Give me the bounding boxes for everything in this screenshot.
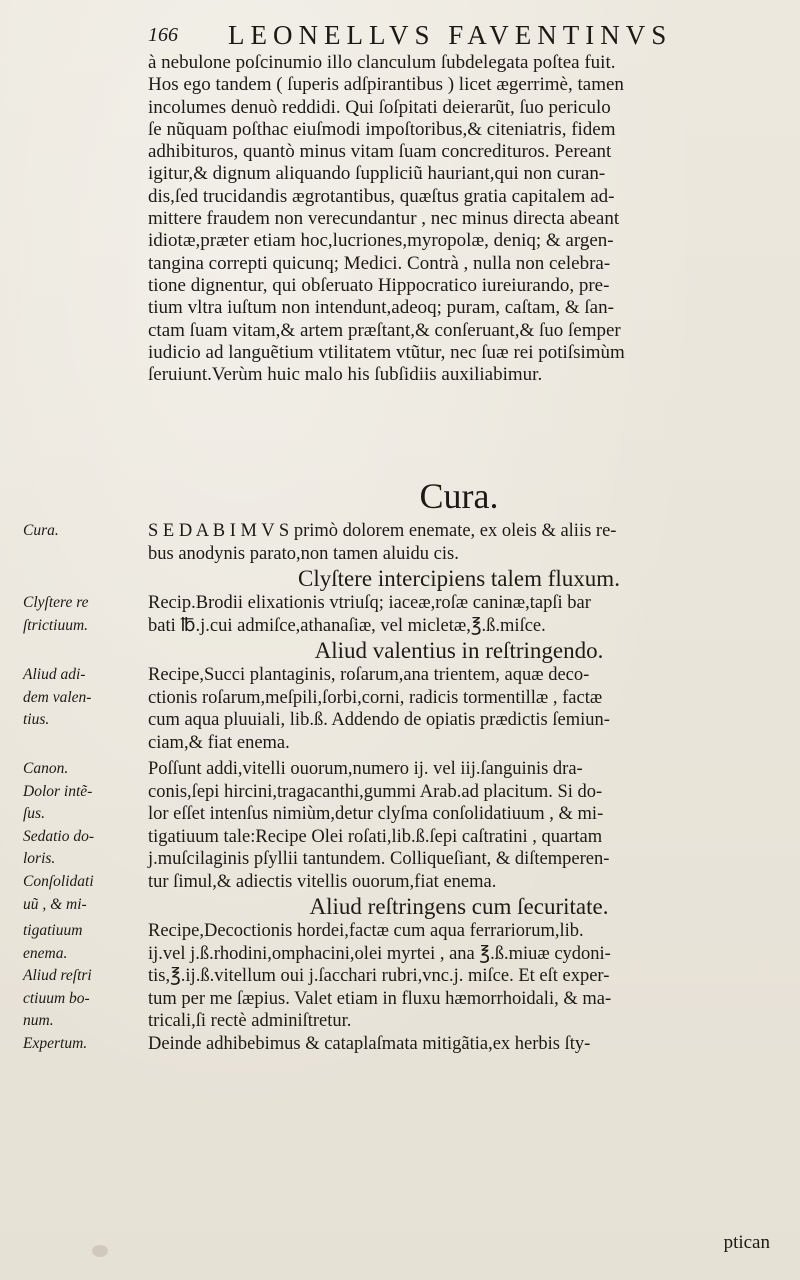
text-line: iudicio ad languẽtium vtilitatem vtũtur, nec ſuæ rei potiſsimùm xyxy=(148,341,625,363)
margin-note: tius. xyxy=(23,711,50,729)
subheading-aliud: Aliud valentius in reſtringendo. xyxy=(314,638,604,663)
text-line: lor eſſet intenſus nimiùm,detur clyſma conſolidatiuum , & mi- xyxy=(148,804,604,825)
text-line: Deinde adhibebimus & cataplaſmata mitigãtia,ex herbis ſty- xyxy=(148,1033,591,1054)
margin-note: tigatiuum xyxy=(23,922,83,939)
text-line: ij.vel j.ß.rhodini,omphacini,olei myrtei , ana ℥.ß.miuæ cydoni- xyxy=(148,943,611,964)
text-line: Recipe,Decoctionis hordei,factæ cum aqua ferrariorum,lib. xyxy=(148,921,584,941)
text-line: tangina correpti quicunq; Medici. Contrà , nulla non celebra- xyxy=(148,252,611,274)
paper-stain xyxy=(92,1245,108,1257)
margin-note: Cura. xyxy=(23,522,59,539)
margin-note: ſus. xyxy=(23,805,45,823)
text-line: tur ſimul,& adiectis vitellis ouorum,fiat enema. xyxy=(148,871,497,892)
text-row xyxy=(0,758,800,781)
margin-note: Clyſtere re xyxy=(23,594,89,611)
catchword: ptican xyxy=(723,1232,770,1253)
text-row xyxy=(0,988,800,1011)
text-row xyxy=(0,965,800,988)
text-row xyxy=(0,894,800,920)
margin-note: Sedatio do- xyxy=(23,827,95,845)
section-title: Cura. xyxy=(419,476,499,516)
text-line: Poſſunt addi,vitelli ouorum,numero ij. vel iij.ſanguinis dra- xyxy=(148,759,583,779)
text-line: ciam,& fiat enema. xyxy=(148,732,290,753)
text-line: S E D A B I M V S primò dolorem enemate, ex oleis & aliis re- xyxy=(148,521,617,541)
margin-note: dem valen- xyxy=(23,688,92,706)
subheading-clyster: Clyſtere intercipiens talem fluxum. xyxy=(298,566,620,591)
text-line: cum aqua pluuiali, lib.ß. Addendo de opiatis prædictis ſemiun- xyxy=(148,710,610,731)
margin-note: ſtrictiuum. xyxy=(23,616,89,634)
text-line: adhibituros, quantò minus vitam ſuam concredituros. Pereant xyxy=(148,141,612,163)
text-line: tione dignentur, qui obſeruato Hippocratico iureiurando, pre- xyxy=(148,274,610,296)
margin-note: Canon. xyxy=(23,760,69,777)
clyster-block xyxy=(0,592,800,637)
text-row xyxy=(0,871,800,894)
text-line: tium vltra iuſtum non intendunt,adeoq; puram, caſtam, & ſan- xyxy=(148,297,614,319)
text-row xyxy=(0,920,800,943)
text-line: tigatiuum tale:Recipe Olei roſati,lib.ß.ſepi caſtratini , quartam xyxy=(148,826,603,847)
text-line: à nebulone poſcinumio illo clanculum ſubdelegata poſtea fuit. xyxy=(148,52,616,73)
text-row xyxy=(0,826,800,849)
text-row xyxy=(0,943,800,966)
page-header xyxy=(148,20,768,50)
page-number: 166 xyxy=(148,24,178,46)
margin-note: Expertum. xyxy=(23,1034,88,1052)
text-line: tricali,ſi rectè adminiſtretur. xyxy=(148,1011,352,1032)
aliud-block xyxy=(0,664,800,754)
subheading-reſtringens: Aliud reſtringens cum ſecuritate. xyxy=(309,893,609,919)
running-head: LEONELLVS FAVENTINVS xyxy=(228,20,673,50)
text-line: ctionis roſarum,meſpili,ſorbi,corni, radicis tormentillæ , factæ xyxy=(148,687,603,708)
text-row xyxy=(0,543,800,566)
text-line: ſe nũquam poſthac eiuſmodi impoſtoribus,& citeniatris, fidem xyxy=(148,118,616,140)
text-row xyxy=(0,664,800,687)
final-block xyxy=(0,920,800,1056)
margin-note: ctiuum bo- xyxy=(23,989,90,1007)
intro-paragraph xyxy=(148,52,770,386)
text-line: dis,ſed trucidandis ægrotantibus, quæſtus gratia capitalem ad- xyxy=(148,185,615,207)
text-row xyxy=(0,781,800,804)
text-line: tum per me ſæpius. Valet etiam in fluxu hæmorrhoidali, & ma- xyxy=(148,988,612,1009)
text-line: mittere fraudem non verecundantur , nec minus directa abeant xyxy=(148,208,620,230)
text-row xyxy=(0,803,800,826)
text-line: igitur,& dignum aliquando ſuppliciũ hauriant,qui non curan- xyxy=(148,163,606,185)
margin-note: Aliud reſtri xyxy=(23,967,92,985)
text-line: Recipe,Succi plantaginis, roſarum,ana trientem, aquæ deco- xyxy=(148,665,590,685)
margin-note: Aliud adi- xyxy=(23,666,86,683)
text-line: Hos ego tandem ( ſuperis adſpirantibus ) licet ægerrimè, tamen xyxy=(148,74,624,96)
margin-note: num. xyxy=(23,1012,54,1030)
text-line: bati ℔.j.cui admiſce,athanaſiæ, vel micletæ,℥.ß.miſce. xyxy=(148,615,546,636)
text-row xyxy=(0,732,800,755)
text-row xyxy=(0,709,800,732)
margin-note: enema. xyxy=(23,944,68,962)
text-row xyxy=(0,687,800,710)
text-row xyxy=(0,592,800,615)
text-row xyxy=(0,615,800,638)
text-line: j.muſcilaginis pſyllii tantundem. Colliqueſiant, & diſtemperen- xyxy=(148,849,610,870)
text-line: conis,ſepi hircini,tragacanthi,gummi Arab.ad placitum. Si do- xyxy=(148,781,603,802)
text-line: ctam ſuam vitam,& artem præſtant,& conſeruant,& ſuo ſemper xyxy=(148,319,621,341)
text-row xyxy=(0,1033,800,1056)
text-line: bus anodynis parato,non tamen aluidu cis. xyxy=(148,543,459,564)
text-line: Recip.Brodii elixationis vtriuſq; iaceæ,roſæ caninæ,tapſi bar xyxy=(148,593,591,613)
margin-note: uũ , & mi- xyxy=(23,895,87,913)
margin-note: Conſolidati xyxy=(23,872,94,890)
text-row xyxy=(0,1010,800,1033)
text-line: ſeruiunt.Verùm huic malo his ſubſidiis auxiliabimur. xyxy=(148,364,543,386)
text-line: incolumes denuò reddidi. Qui ſoſpitati deierarũt, ſuo periculo xyxy=(148,96,611,118)
text-row xyxy=(0,848,800,871)
cura-block xyxy=(0,520,800,565)
text-line: idiotæ,præter etiam hoc,lucriones,myropolæ, deniq; & argen- xyxy=(148,230,614,252)
text-line: tis,℥.ij.ß.vitellum oui j.ſacchari rubri,vnc.j. miſce. Et eſt exper- xyxy=(148,966,610,987)
canon-block xyxy=(0,758,800,920)
margin-note: Dolor intẽ- xyxy=(23,782,93,800)
text-row xyxy=(0,520,800,543)
margin-note: loris. xyxy=(23,850,56,868)
